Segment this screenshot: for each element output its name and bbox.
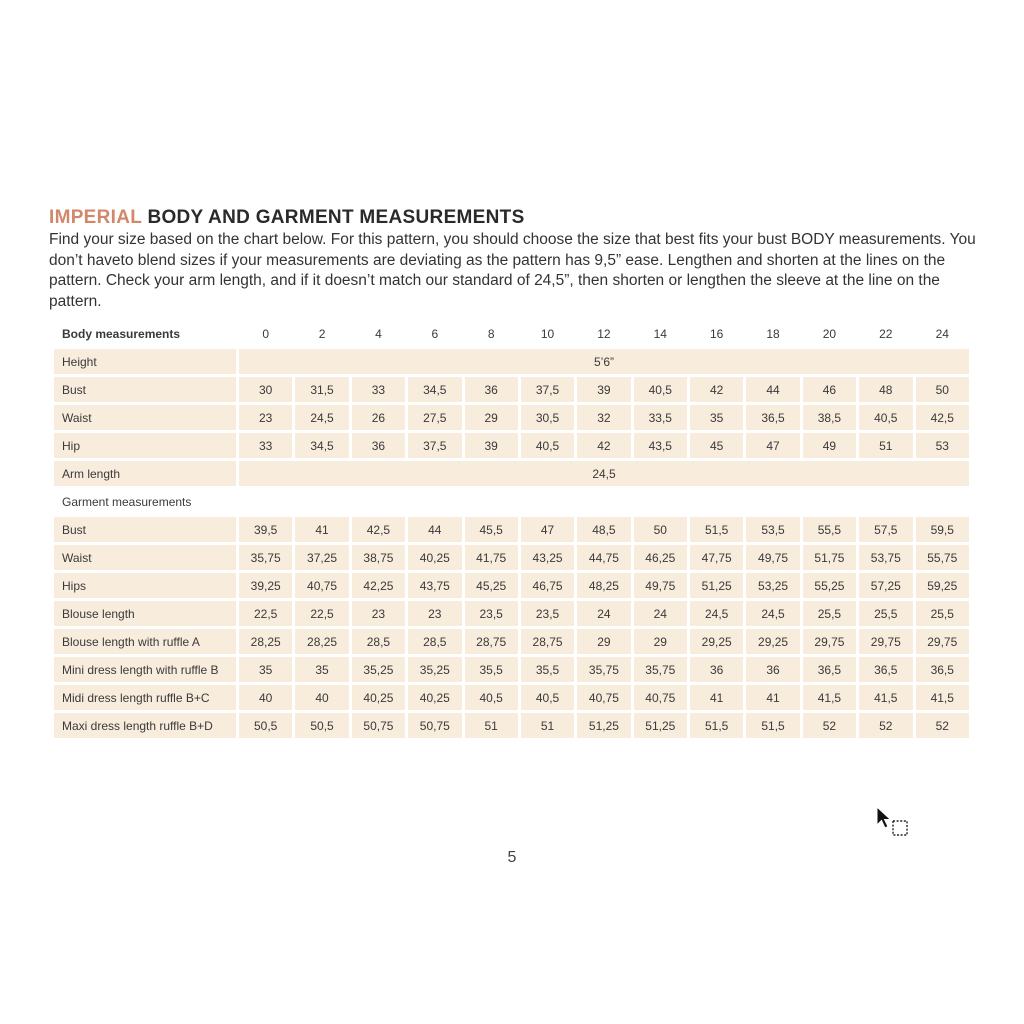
table-cell: 51 <box>521 713 574 738</box>
row-label: Height <box>54 349 236 374</box>
table-cell: 29,75 <box>859 629 912 654</box>
table-cell: 48,25 <box>577 573 630 598</box>
table-cell: 29 <box>577 629 630 654</box>
table-cell: 33 <box>352 377 405 402</box>
table-cell: 40,5 <box>859 405 912 430</box>
table-cell: 41 <box>690 685 743 710</box>
row-label: Maxi dress length ruffle B+D <box>54 713 236 738</box>
size-header: 10 <box>540 326 555 341</box>
table-cell: 52 <box>803 713 856 738</box>
table-cell: 42 <box>577 433 630 458</box>
table-cell: 29 <box>634 629 687 654</box>
table-cell: 28,75 <box>465 629 518 654</box>
table-row <box>54 545 969 570</box>
table-cell: 24 <box>577 601 630 626</box>
table-cell: 50 <box>634 517 687 542</box>
table-cell: 34,5 <box>295 433 348 458</box>
table-row <box>54 713 969 738</box>
table-row <box>54 461 969 486</box>
table-cell: 48,5 <box>577 517 630 542</box>
table-cell: 31,5 <box>295 377 348 402</box>
table-cell: 57,25 <box>859 573 912 598</box>
row-label: Hips <box>54 573 236 598</box>
table-cell: 43,5 <box>634 433 687 458</box>
table-cell: 28,75 <box>521 629 574 654</box>
table-cell: 26 <box>352 405 405 430</box>
table-cell: 52 <box>859 713 912 738</box>
table-cell: 36,5 <box>859 657 912 682</box>
merged-cell: 24,5 <box>239 461 969 486</box>
table-cell: 23 <box>352 601 405 626</box>
table-cell: 57,5 <box>859 517 912 542</box>
table-cell: 55,5 <box>803 517 856 542</box>
heading-accent: IMPERIAL <box>49 207 142 228</box>
table-cell: 50,75 <box>352 713 405 738</box>
table-cell: 51,5 <box>690 713 743 738</box>
table-row <box>54 517 969 542</box>
table-cell: 35,75 <box>239 545 292 570</box>
table-cell: 36 <box>352 433 405 458</box>
table-cell: 42,25 <box>352 573 405 598</box>
table-cell: 47 <box>746 433 799 458</box>
table-cell: 53 <box>916 433 970 458</box>
table-cell: 51,25 <box>577 713 630 738</box>
table-cell: 39,25 <box>239 573 292 598</box>
table-cell: 36,5 <box>803 657 856 682</box>
size-header: 16 <box>710 326 724 341</box>
table-cell: 44 <box>408 517 461 542</box>
table-cell: 49 <box>803 433 856 458</box>
table-cell: 48 <box>859 377 912 402</box>
table-cell: 51 <box>859 433 912 458</box>
table-cell: 29 <box>465 405 518 430</box>
table-cell: 49,75 <box>634 573 687 598</box>
table-cell: 24,5 <box>295 405 348 430</box>
table-cell: 51,25 <box>690 573 743 598</box>
row-label: Hip <box>54 433 236 458</box>
table-cell: 44 <box>746 377 799 402</box>
table-cell: 47,75 <box>690 545 743 570</box>
table-cell: 24 <box>634 601 687 626</box>
table-cell: 50,5 <box>295 713 348 738</box>
table-cell: 40 <box>239 685 292 710</box>
table-row <box>54 601 969 626</box>
table-row <box>54 433 969 458</box>
table-cell: 39 <box>577 377 630 402</box>
table-cell: 44,75 <box>577 545 630 570</box>
table-cell: 41,5 <box>803 685 856 710</box>
table-cell: 37,25 <box>295 545 348 570</box>
table-cell: 51,25 <box>634 713 687 738</box>
table-cell: 34,5 <box>408 377 461 402</box>
table-cell: 35 <box>690 405 743 430</box>
table-cell: 45,5 <box>465 517 518 542</box>
heading-title: BODY AND GARMENT MEASUREMENTS <box>147 207 525 228</box>
size-header: 18 <box>766 326 780 341</box>
table-cell: 35,5 <box>465 657 518 682</box>
table-row <box>54 657 969 682</box>
page-heading <box>49 207 525 229</box>
table-row <box>54 405 969 430</box>
row-label: Arm length <box>54 461 236 486</box>
table-cell: 37,5 <box>521 377 574 402</box>
table-cell: 33 <box>239 433 292 458</box>
row-label: Midi dress length ruffle B+C <box>54 685 236 710</box>
section-label: Garment measurements <box>62 494 192 509</box>
table-row <box>54 685 969 710</box>
table-cell: 53,5 <box>746 517 799 542</box>
size-header: 20 <box>822 326 837 341</box>
size-header: 4 <box>375 326 382 341</box>
table-cell: 28,5 <box>352 629 405 654</box>
table-cell: 40,75 <box>577 685 630 710</box>
table-cell: 43,25 <box>521 545 574 570</box>
table-cell: 40,5 <box>521 685 574 710</box>
table-cell: 51 <box>465 713 518 738</box>
size-header: 2 <box>318 326 326 341</box>
table-cell: 29,75 <box>916 629 970 654</box>
table-cell: 51,75 <box>803 545 856 570</box>
table-cell: 41 <box>295 517 348 542</box>
table-cell: 40,25 <box>352 685 405 710</box>
table-cell: 59,25 <box>916 573 970 598</box>
table-cell: 30,5 <box>521 405 574 430</box>
size-header: 14 <box>653 326 667 341</box>
row-label: Bust <box>54 517 236 542</box>
table-cell: 35,25 <box>352 657 405 682</box>
table-cell: 42,5 <box>352 517 405 542</box>
table-cell: 35,75 <box>577 657 630 682</box>
table-cell: 29,25 <box>690 629 743 654</box>
table-cell: 35 <box>239 657 292 682</box>
table-cell: 55,25 <box>803 573 856 598</box>
table-cell: 25,5 <box>916 601 970 626</box>
table-cell: 24,5 <box>690 601 743 626</box>
table-cell: 36 <box>746 657 799 682</box>
table-cell: 47 <box>521 517 574 542</box>
table-cell: 45,25 <box>465 573 518 598</box>
table-cell: 40,5 <box>634 377 687 402</box>
table-cell: 52 <box>916 713 970 738</box>
table-cell: 22,5 <box>295 601 348 626</box>
table-cell: 37,5 <box>408 433 461 458</box>
table-cell: 43,75 <box>408 573 461 598</box>
table-cell: 41,75 <box>465 545 518 570</box>
table-cell: 25,5 <box>859 601 912 626</box>
table-cell: 41,5 <box>859 685 912 710</box>
table-cell: 32 <box>577 405 630 430</box>
page-number: 5 <box>507 849 517 866</box>
size-header: 22 <box>879 326 893 341</box>
table-row <box>54 349 969 374</box>
size-chart-table <box>51 318 972 741</box>
table-cell: 46 <box>803 377 856 402</box>
merged-cell: 5’6” <box>239 349 969 374</box>
table-cell: 40,25 <box>408 545 461 570</box>
table-cell: 46,25 <box>634 545 687 570</box>
mouse-cursor-icon <box>876 806 912 840</box>
row-label: Mini dress length with ruffle B <box>54 657 236 682</box>
table-cell: 40,75 <box>634 685 687 710</box>
table-cell: 50 <box>916 377 970 402</box>
size-header: 8 <box>487 326 495 341</box>
table-cell: 45 <box>690 433 743 458</box>
table-cell: 41,5 <box>916 685 970 710</box>
size-header: 0 <box>262 326 270 341</box>
table-cell: 51,5 <box>746 713 799 738</box>
table-cell: 40 <box>295 685 348 710</box>
size-header: 24 <box>935 326 949 341</box>
table-cell: 29,75 <box>803 629 856 654</box>
table-cell: 36,5 <box>746 405 799 430</box>
table-cell: 35,5 <box>521 657 574 682</box>
row-label: Blouse length <box>54 601 236 626</box>
table-cell: 28,5 <box>408 629 461 654</box>
table-cell: 30 <box>239 377 292 402</box>
table-cell: 36 <box>690 657 743 682</box>
size-header: 12 <box>597 326 611 341</box>
table-cell: 35,75 <box>634 657 687 682</box>
row-label: Bust <box>54 377 236 402</box>
table-cell: 29,25 <box>746 629 799 654</box>
section-row <box>54 489 969 514</box>
table-cell: 39,5 <box>239 517 292 542</box>
row-label: Waist <box>54 545 236 570</box>
table-cell: 50,75 <box>408 713 461 738</box>
table-cell: 40,5 <box>521 433 574 458</box>
table-cell: 41 <box>746 685 799 710</box>
table-cell: 23,5 <box>465 601 518 626</box>
table-cell: 49,75 <box>746 545 799 570</box>
table-cell: 51,5 <box>690 517 743 542</box>
table-cell: 23 <box>239 405 292 430</box>
table-cell: 23 <box>408 601 461 626</box>
table-cell: 42,5 <box>916 405 970 430</box>
table-cell: 36 <box>465 377 518 402</box>
row-label: Blouse length with ruffle A <box>54 629 236 654</box>
table-cell: 36,5 <box>916 657 970 682</box>
table-cell: 28,25 <box>239 629 292 654</box>
header-row <box>54 321 969 346</box>
intro-paragraph: Find your size based on the chart below. For this pattern, you should choose the size that best fits your bust BODY measurements. You don’t haveto blend sizes if your measurements are deviating as the pattern has 9,5” ease. Lengthen and shorten at the lines on the pattern. Check your arm length, and if it doesn’t match our standard of 24,5”, then shorten or lengthen the sleeve at the line on the pattern. <box>49 231 976 310</box>
table-cell: 35,25 <box>408 657 461 682</box>
table-cell: 28,25 <box>295 629 348 654</box>
table-cell: 40,75 <box>295 573 348 598</box>
table-row <box>54 573 969 598</box>
table-cell: 33,5 <box>634 405 687 430</box>
table-cell: 39 <box>465 433 518 458</box>
table-cell: 46,75 <box>521 573 574 598</box>
table-cell: 38,75 <box>352 545 405 570</box>
table-cell: 59,5 <box>916 517 970 542</box>
table-cell: 40,25 <box>408 685 461 710</box>
table-cell: 53,75 <box>859 545 912 570</box>
size-header: 6 <box>431 326 439 341</box>
table-cell: 24,5 <box>746 601 799 626</box>
table-cell: 38,5 <box>803 405 856 430</box>
table-cell: 22,5 <box>239 601 292 626</box>
table-cell: 42 <box>690 377 743 402</box>
header-label: Body measurements <box>62 326 181 341</box>
table-cell: 27,5 <box>408 405 461 430</box>
table-cell: 40,5 <box>465 685 518 710</box>
table-row <box>54 629 969 654</box>
table-cell: 23,5 <box>521 601 574 626</box>
table-cell: 53,25 <box>746 573 799 598</box>
table-cell: 55,75 <box>916 545 970 570</box>
table-row <box>54 377 969 402</box>
table-cell: 50,5 <box>239 713 292 738</box>
table-cell: 35 <box>295 657 348 682</box>
table-cell: 25,5 <box>803 601 856 626</box>
row-label: Waist <box>54 405 236 430</box>
